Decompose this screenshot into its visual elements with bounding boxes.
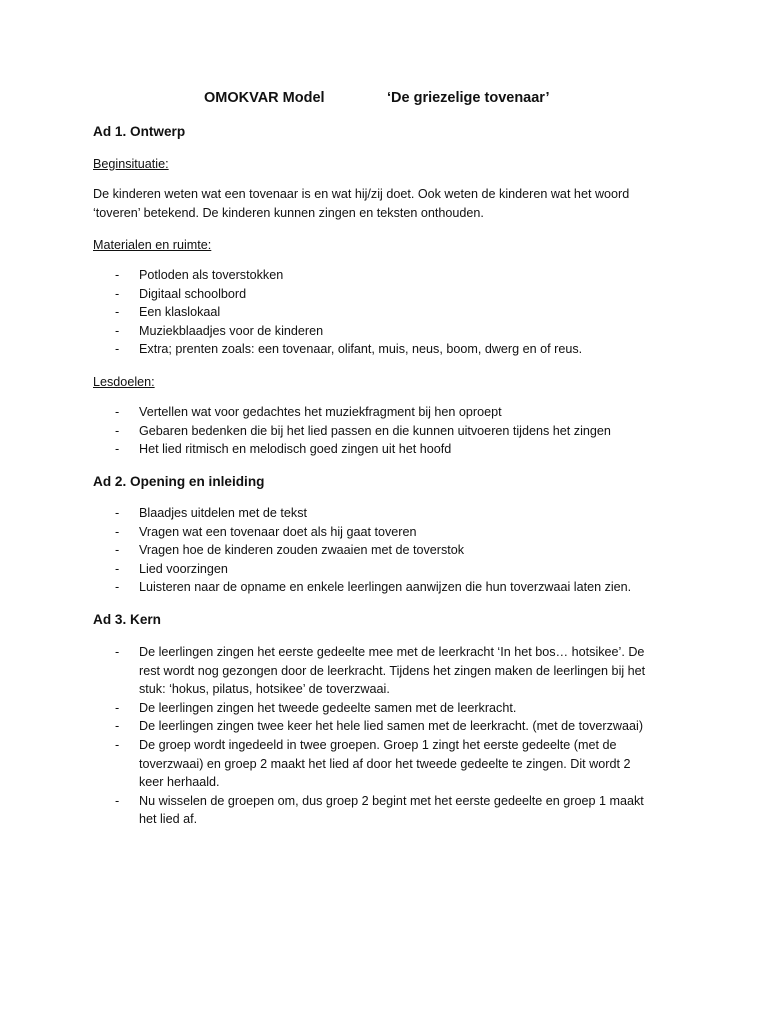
list-item: - Digitaal schoolbord [93, 285, 683, 304]
list-item: - De leerlingen zingen twee keer het hele lied samen met de leerkracht. (met de toverzwaai) [93, 717, 683, 736]
list-item: - Vragen wat een tovenaar doet als hij gaat toveren [93, 523, 683, 542]
list-item: - Het lied ritmisch en melodisch goed zingen uit het hoofd [93, 440, 683, 459]
list-item: - Een klaslokaal [93, 303, 683, 322]
list-item: - Nu wisselen de groepen om, dus groep 2 begint met het eerste gedeelte en groep 1 maakt het lied af. [93, 792, 683, 829]
list-materialen [93, 266, 683, 359]
list-item: - Potloden als toverstokken [93, 266, 683, 285]
title-song: ‘De griezelige tovenaar’ [387, 90, 550, 106]
list-kern [93, 643, 683, 829]
list-lesdoelen [93, 403, 683, 459]
list-item: - Extra; prenten zoals: een tovenaar, olifant, muis, neus, boom, dwerg en of reus. [93, 340, 683, 359]
list-item: - Vragen hoe de kinderen zouden zwaaien met de toverstok [93, 541, 683, 560]
heading-ad3: Ad 3. Kern [93, 612, 161, 627]
list-item: - Gebaren bedenken die bij het lied passen en die kunnen uitvoeren tijdens het zingen [93, 422, 683, 441]
list-opening [93, 504, 683, 597]
list-item: - Luisteren naar de opname en enkele leerlingen aanwijzen die hun toverzwaai laten zien. [93, 578, 683, 597]
list-item: - De leerlingen zingen het eerste gedeelte mee met de leerkracht ‘In het bos… hotsikee’. De rest wordt nog gezongen door de leerkracht. Tijdens het zingen maken de leerlingen bij het stuk: ‘hokus, pilatus, hotsikee’ de toverzwaai. [93, 643, 683, 699]
list-item: - Vertellen wat voor gedachtes het muziekfragment bij hen oproept [93, 403, 683, 422]
label-materialen: Materialen en ruimte: [93, 238, 212, 252]
list-item: - Blaadjes uitdelen met de tekst [93, 504, 683, 523]
heading-ad1: Ad 1. Ontwerp [93, 124, 186, 139]
paragraph-line: De kinderen weten wat een tovenaar is en wat hij/zij doet. Ook weten de kinderen wat het woord [93, 187, 630, 201]
heading-ad2: Ad 2. Opening en inleiding [93, 474, 265, 489]
paragraph-line: ‘toveren’ betekend. De kinderen kunnen zingen en teksten onthouden. [93, 205, 484, 220]
label-lesdoelen: Lesdoelen: [93, 375, 155, 389]
list-item: - De leerlingen zingen het tweede gedeelte samen met de leerkracht. [93, 699, 683, 718]
title-model: OMOKVAR Model [204, 90, 325, 106]
label-beginsituatie: Beginsituatie: [93, 157, 169, 171]
list-item: - Lied voorzingen [93, 560, 683, 579]
list-item: - Muziekblaadjes voor de kinderen [93, 322, 683, 341]
list-item: - De groep wordt ingedeeld in twee groepen. Groep 1 zingt het eerste gedeelte (met de toverzwaai) en groep 2 maakt het lied af door het tweede gedeelte te zingen. Dit wordt 2 keer herhaald. [93, 736, 683, 792]
paragraph-beginsituatie [93, 185, 693, 222]
